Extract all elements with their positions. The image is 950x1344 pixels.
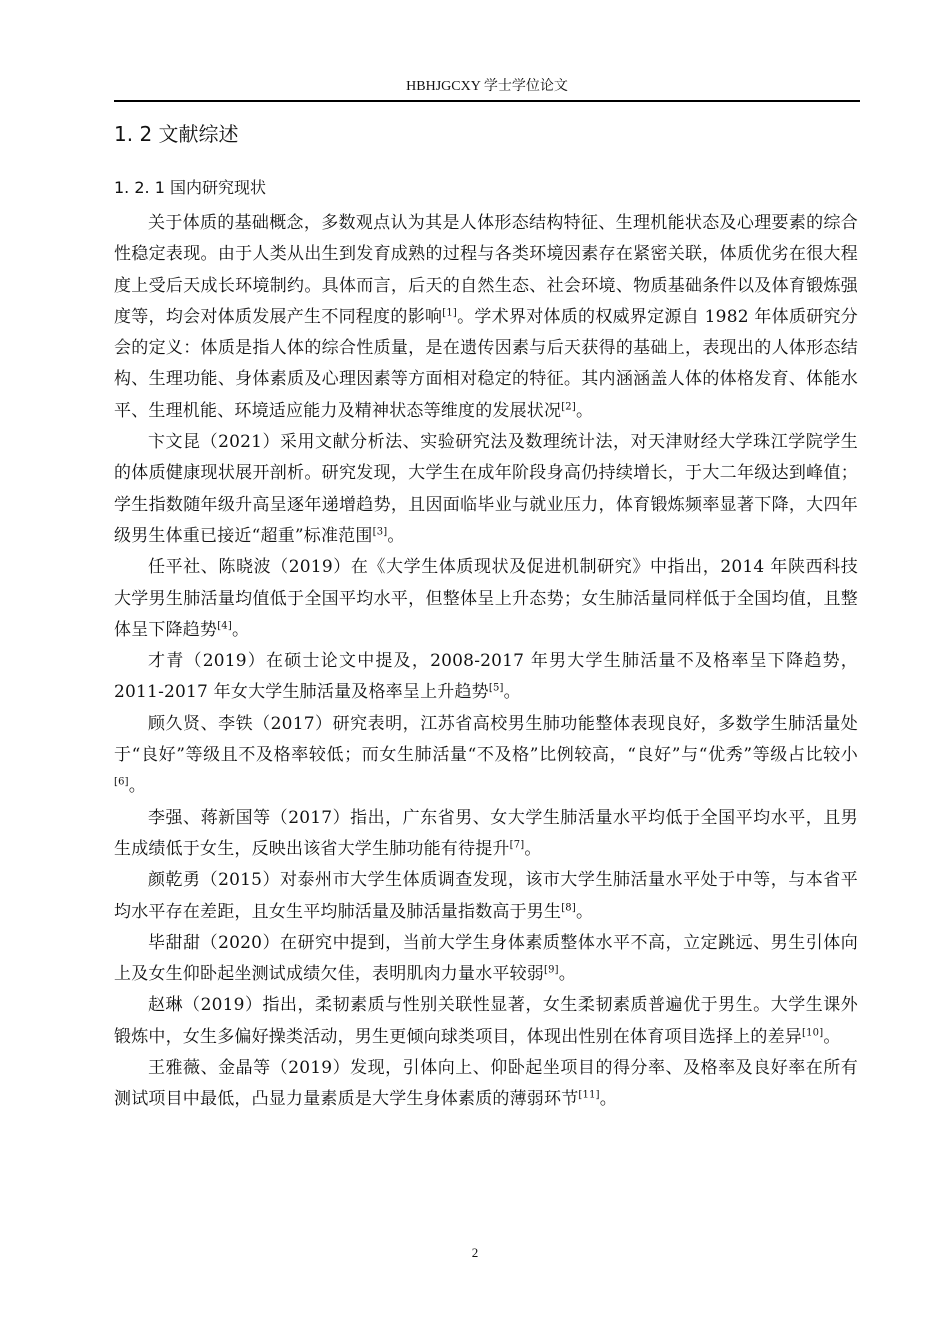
citation: [5] [488,682,504,694]
citation: [6] [114,776,129,788]
body-text [114,208,858,1116]
citation: [10] [802,1027,824,1039]
citation: [9] [544,964,559,976]
citation: [1] [442,307,458,319]
citation: [4] [217,620,232,632]
citation: [11] [578,1089,600,1101]
paragraph: 关于体质的基础概念，多数观点认为其是人体形态结构特征、生理机能状态及心理要素的综合性稳定表现。由于人类从出生到发育成熟的过程与各类环境因素存在紧密关联，体质优劣在很大程度上受后天成长环境制约。具体而言，后天的自然生态、社会环境、物质基础条件以及体育锻炼强度等，均会对体质发展产生不同程度的影响[1]。学术界对体质的权威界定源自 1982 年体质研究分会的定义：体质是指人体的综合性质量，是在遗传因素与后天获得的基础上，表现出的人体形态结构、生理功能、身体素质及心理因素等方面相对稳定的特征。其内涵涵盖人体的体格发育、体能水平、生理机能、环境适应能力及精神状态等维度的发展状况[2]。 [114,213,858,421]
running-header: HBHJGCXY 学士学位论文 [406,79,568,94]
page-number: 2 [471,1245,479,1260]
paragraph: 卞文昆（2021）采用文献分析法、实验研究法及数理统计法，对天津财经大学珠江学院学生的体质健康现状展开剖析。研究发现，大学生在成年阶段身高仍持续增长，于大二年级达到峰值；学生指数随年级升高呈逐年递增趋势，且因面临毕业与就业压力，体育锻炼频率显著下降，大四年级男生体重已接近“超重”标准范围[3]。 [114,432,858,546]
citation: [7] [509,839,525,851]
citation: [8] [561,901,576,913]
paragraph: 赵琳（2019）指出，柔韧素质与性别关联性显著，女生柔韧素质普遍优于男生。大学生课外锻炼中，女生多偏好操类活动，男生更倾向球类项目，体现出性别在体育项目选择上的差异[10]。 [114,995,858,1047]
citation: [3] [372,526,388,538]
paragraph: 才青（2019）在硕士论文中提及，2008-2017 年男大学生肺活量不及格率呈下降趋势，2011-2017 年女大学生肺活量及格率呈上升趋势[5]。 [114,651,858,703]
paragraph: 王雅薇、金晶等（2019）发现，引体向上、仰卧起坐项目的得分率、及格率及良好率在所有测试项目中最低，凸显力量素质是大学生身体素质的薄弱环节[11]。 [114,1058,858,1110]
paragraph: 李强、蒋新国等（2017）指出，广东省男、女大学生肺活量水平均低于全国平均水平，且男生成绩低于女生，反映出该省大学生肺功能有待提升[7]。 [114,807,858,859]
paragraph: 毕甜甜（2020）在研究中提到，当前大学生身体素质整体水平不高，立定跳远、男生引体向上及女生仰卧起坐测试成绩欠佳，表明肌肉力量水平较弱[9]。 [114,932,858,985]
subsection-heading: 1. 2. 1 国内研究现状 [114,178,266,197]
paragraph: 颜乾勇（2015）对泰州市大学生体质调查发现，该市大学生肺活量水平处于中等，与本省平均水平存在差距，且女生平均肺活量及肺活量指数高于男生[8]。 [114,870,858,922]
paragraph: 任平社、陈晓波（2019）在《大学生体质现状及促进机制研究》中指出，2014 年陕西科技大学男生肺活量均值低于全国平均水平，但整体呈上升态势；女生肺活量同样低于全国均值，且整体呈下降趋势[4]。 [114,557,858,640]
header-rule [114,100,860,102]
section-heading: 1. 2 文献综述 [114,122,239,146]
citation: [2] [561,401,576,413]
paragraph: 顾久贤、李铁（2017）研究表明，江苏省高校男生肺功能整体表现良好，多数学生肺活量处于“良好”等级且不及格率较低；而女生肺活量“不及格”比例较高，“良好”与“优秀”等级占比较小[6]。 [114,713,858,797]
